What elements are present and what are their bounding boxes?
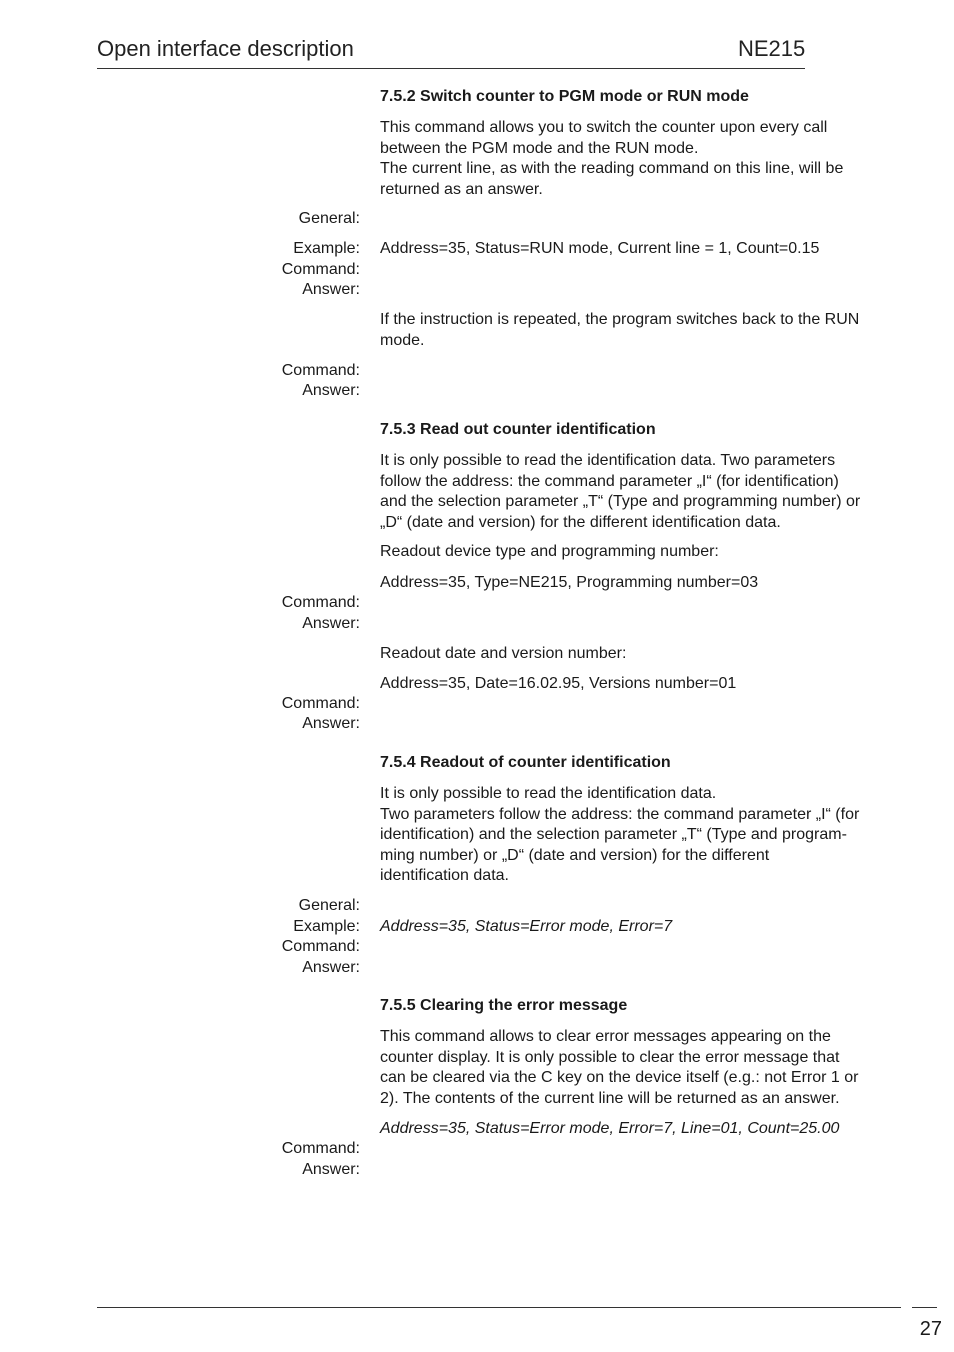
- text-line: 2). The contents of the current line will be returned as an answer.: [380, 1089, 840, 1107]
- footer-divider-short: [912, 1307, 937, 1308]
- section-7-5-3-heading: 7.5.3 Read out counter identification: [380, 421, 656, 438]
- text-line: This command allows to clear error messages appearing on the: [380, 1028, 831, 1045]
- text-line: Two parameters follow the address: the command parameter „I“ (for: [380, 805, 860, 823]
- text-line: counter display. It is only possible to clear the error message that: [380, 1048, 840, 1066]
- text-line: identification data.: [380, 867, 509, 884]
- text-line: If the instruction is repeated, the program switches back to the RUN: [380, 311, 860, 328]
- section-7-5-4-heading: 7.5.4 Readout of counter identification: [380, 754, 671, 771]
- command-label: Command:: [281, 938, 360, 955]
- text-line: between the PGM mode and the RUN mode.: [380, 139, 699, 157]
- section-7-5-4-description: [380, 784, 910, 887]
- answer-label: Answer:: [302, 615, 360, 632]
- section-7-5-2-description: [380, 118, 910, 200]
- text-line: The current line, as with the reading command on this line, will be: [380, 160, 844, 177]
- example-label: Example:: [293, 918, 360, 935]
- answer-label: Answer:: [302, 715, 360, 732]
- text-line: It is only possible to read the identification data. Two parameters: [380, 452, 836, 469]
- general-label: General:: [298, 210, 360, 227]
- page-header-model: NE215: [738, 36, 806, 61]
- answer-label: Answer:: [302, 1161, 360, 1178]
- command-label: Command:: [281, 261, 360, 278]
- example-label: Example:: [293, 240, 360, 257]
- command-label: Command:: [281, 695, 360, 712]
- command-label: Command:: [281, 594, 360, 611]
- general-label: General:: [298, 897, 360, 914]
- answer-label: Answer:: [302, 959, 360, 976]
- subheading-device-type: Readout device type and programming number:: [380, 543, 719, 560]
- page-header-title: Open interface description: [97, 36, 354, 61]
- text-line: follow the address: the command parameter „I“ (for identification): [380, 472, 839, 490]
- text-line: ming number) or „D“ (date and version) for the different: [380, 846, 770, 864]
- example-text: Address=35, Type=NE215, Programming number=03: [380, 574, 759, 591]
- text-line: It is only possible to read the identification data.: [380, 785, 717, 802]
- text-line: mode.: [380, 331, 425, 349]
- text-line: „D“ (date and version) for the different identification data.: [380, 513, 781, 531]
- subheading-date-version: Readout date and version number:: [380, 645, 627, 662]
- command-label: Command:: [281, 362, 360, 379]
- text-line: can be cleared via the C key on the device itself (e.g.: not Error 1 or: [380, 1069, 859, 1086]
- example-text: Address=35, Status=Error mode, Error=7: [380, 918, 673, 935]
- example-text: Address=35, Status=RUN mode, Current line = 1, Count=0.15: [380, 240, 820, 257]
- example-text: Address=35, Date=16.02.95, Versions number=01: [380, 675, 737, 692]
- header-divider: [97, 68, 805, 69]
- text-line: and the selection parameter „T“ (Type and programming number) or: [380, 493, 861, 510]
- section-7-5-2-heading: 7.5.2 Switch counter to PGM mode or RUN mode: [380, 88, 749, 105]
- text-line: This command allows you to switch the counter upon every call: [380, 119, 828, 136]
- text-line: identification) and the selection parameter „T“ (Type and program-: [380, 826, 847, 843]
- section-7-5-3-description: [380, 451, 910, 533]
- text-line: returned as an answer.: [380, 180, 543, 198]
- section-7-5-5-heading: 7.5.5 Clearing the error message: [380, 997, 628, 1014]
- section-7-5-5-description: [380, 1027, 910, 1109]
- footer-divider: [97, 1307, 901, 1308]
- answer-label: Answer:: [302, 382, 360, 399]
- page-number: 27: [919, 1318, 942, 1340]
- repeat-note: [380, 310, 910, 351]
- example-text: Address=35, Status=Error mode, Error=7, Line=01, Count=25.00: [380, 1120, 840, 1137]
- command-label: Command:: [281, 1140, 360, 1157]
- answer-label: Answer:: [302, 281, 360, 298]
